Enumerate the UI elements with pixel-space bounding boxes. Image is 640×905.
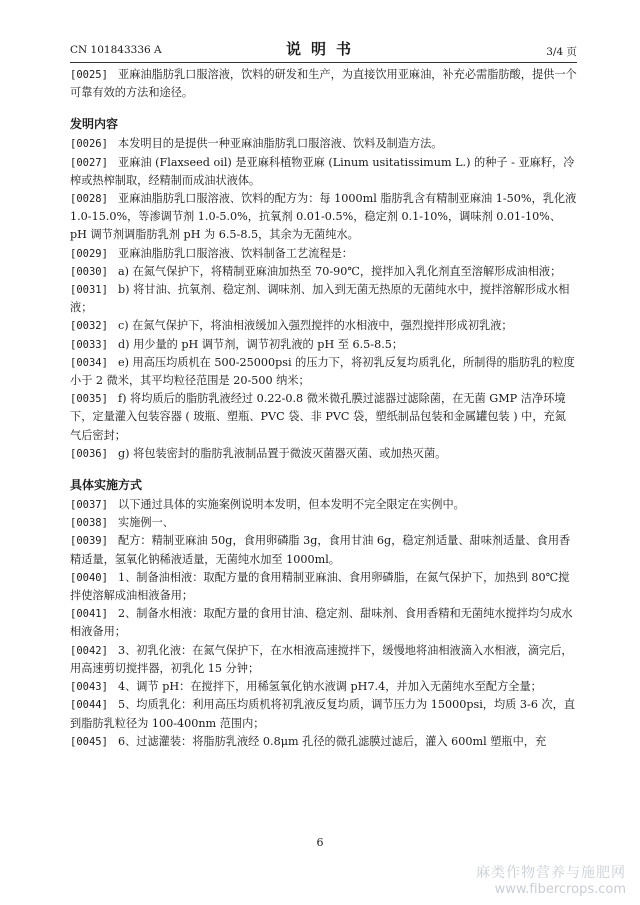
paragraph-number: [0032] [70,320,108,333]
page-header [70,38,577,62]
paragraph [70,245,577,263]
paragraph [70,317,577,335]
paragraph-number: [0039] [70,535,108,548]
paragraph-number: [0035] [70,393,108,406]
paragraph-text: 3、初乳化液：在氮气保护下，在水相液高速搅拌下，缓慢地将油相液滴入水相液，滴完后，用高速剪切搅拌器，初乳化 15 分钟； [70,643,573,675]
page-indicator: 3/4 页 [546,46,577,58]
paragraph [70,281,577,317]
paragraph [70,532,577,568]
paragraph [70,135,577,153]
paragraph [70,569,577,605]
paragraph [70,496,577,514]
paragraph-number: [0037] [70,499,108,512]
paragraph-number: [0031] [70,284,108,297]
paragraph [70,445,577,463]
document-title: 说明书 [285,40,361,58]
watermark [476,862,626,897]
paragraph-text: 5、均质乳化：利用高压均质机将初乳液反复均质，调节压力为 15000psi，均质 3-6 次，直到脂肪乳粒径为 100-400nm 范围内； [70,698,576,730]
paragraph [70,154,577,190]
paragraph-number: [0036] [70,447,108,460]
paragraph-number: [0030] [70,265,108,278]
paragraph [70,390,577,445]
paragraph [70,605,577,641]
paragraph-text: 本发明目的是提供一种亚麻油脂肪乳口服溶液、饮料及制造方法。 [118,137,443,151]
paragraph-text: 亚麻油 (Flaxseed oil) 是亚麻科植物亚麻 (Linum usitatissimum L.) 的种子 - 亚麻籽，冷榨或热榨制取，经精制而成油状液体。 [70,155,575,187]
paragraph [70,336,577,354]
paragraph-number: [0034] [70,356,108,369]
paragraph [70,263,577,281]
paragraph-number: [0038] [70,517,108,530]
patent-number: CN 101843336 A [70,44,162,56]
paragraph [70,696,577,732]
paragraph-number: [0028] [70,193,108,206]
document-body [70,66,577,751]
paragraph-text: 2、制备水相液：取配方量的食用甘油、稳定剂、甜味剂、食用香精和无菌纯水搅拌均匀成水相液备用； [70,607,573,639]
paragraph-text: f) 将均质后的脂肪乳液经过 0.22-0.8 微米微孔膜过滤器过滤除菌，在无菌 GMP 洁净环境下，定量灌入包装容器 ( 玻瓶、塑瓶、PVC 袋、非 PVC 袋，塑纸制品包装和金属罐包装 ) 中，充氮气后密封； [70,392,566,442]
paragraph-number: [0045] [70,735,108,748]
paragraph-text: 4、调节 pH：在搅拌下，用稀氢氧化钠水液调 pH7.4，并加入无菌纯水至配方全量； [118,680,542,694]
paragraph [70,642,577,678]
paragraph-number: [0025] [70,69,108,81]
section-heading: 发明内容 [70,117,119,132]
watermark-site-name: 麻类作物营养与施肥网 [476,865,626,881]
paragraph-text: 实施例一、 [118,516,174,530]
paragraph-text: 6、过滤灌装：将脂肪乳液经 0.8μm 孔径的微孔滤膜过滤后，灌入 600ml 塑瓶中，充 [118,734,547,748]
paragraph-number: [0043] [70,681,108,694]
paragraph-text: 亚麻油脂肪乳口服溶液、饮料制备工艺流程是： [118,246,353,260]
paragraph-text: d) 用少量的 pH 调节剂，调节初乳液的 pH 至 6.5-8.5； [118,337,404,351]
watermark-url: www.fibercrops.com [494,882,626,897]
paragraph-text: g) 将包装密封的脂肪乳液制品置于微波灭菌器灭菌、或加热灭菌。 [118,446,447,460]
paragraph-number: [0040] [70,571,108,584]
paragraph [70,733,577,751]
paragraph [70,66,577,102]
paragraph-text: 1、制备油相液：取配方量的食用精制亚麻油、食用卵磷脂，在氮气保护下，加热到 80℃搅拌使溶解成油相液备用； [70,570,570,603]
paragraph-number: [0027] [70,156,108,169]
paragraph-text: c) 在氮气保护下，将油相液缓加入强烈搅拌的水相液中，强烈搅拌形成初乳液； [118,319,513,333]
paragraph [70,190,577,245]
paragraph-number: [0033] [70,338,108,351]
paragraph-text: 配方：精制亚麻油 50g，食用卵磷脂 3g，食用甘油 6g，稳定剂适量、甜味剂适量、食用香精适量，氢氧化钠稀液适量，无菌纯水加至 1000ml。 [70,534,571,566]
page-number: 6 [316,836,324,849]
paragraph-number: [0041] [70,608,108,621]
paragraph-text: a) 在氮气保护下，将精制亚麻油加热至 70-90℃，搅拌加入乳化剂直至溶解形成油相液； [118,264,562,278]
paragraph-number: [0044] [70,699,108,712]
header-divider [70,62,577,63]
paragraph-text: 以下通过具体的实施案例说明本发明，但本发明不完全限定在实例中。 [118,498,465,512]
paragraph [70,678,577,696]
paragraph-text: e) 用高压均质机在 500-25000psi 的压力下，将初乳反复均质乳化，所制得的脂肪乳的粒度小于 2 微米，其平均粒径范围是 20-500 纳米； [70,355,575,388]
paragraph [70,354,577,390]
paragraph-number: [0042] [70,644,108,657]
paragraph-text: 亚麻油脂肪乳口服溶液，饮料的研发和生产，为直接饮用亚麻油，补充必需脂肪酸，提供一个可靠有效的方法和途径。 [70,68,577,100]
paragraph [70,514,577,532]
section-heading: 具体实施方式 [70,478,143,493]
paragraph-number: [0026] [70,138,108,151]
paragraph-number: [0029] [70,247,108,260]
paragraph-text: b) 将甘油、抗氧剂、稳定剂、调味剂、加入到无菌无热原的无菌纯水中，搅拌溶解形成水相液； [70,283,570,315]
paragraph-text: 亚麻油脂肪乳口服溶液、饮料的配方为：每 1000ml 脂肪乳含有精制亚麻油 1-50%，乳化液 1.0-15.0%，等渗调节剂 1.0-5.0%，抗氧剂 0.01-0.5%，稳定剂 0.1-10%，调味剂 0.01-10%、pH 调节剂调脂肪乳剂 pH 为 6.5-8.5，其余为无菌纯水。 [70,192,577,242]
